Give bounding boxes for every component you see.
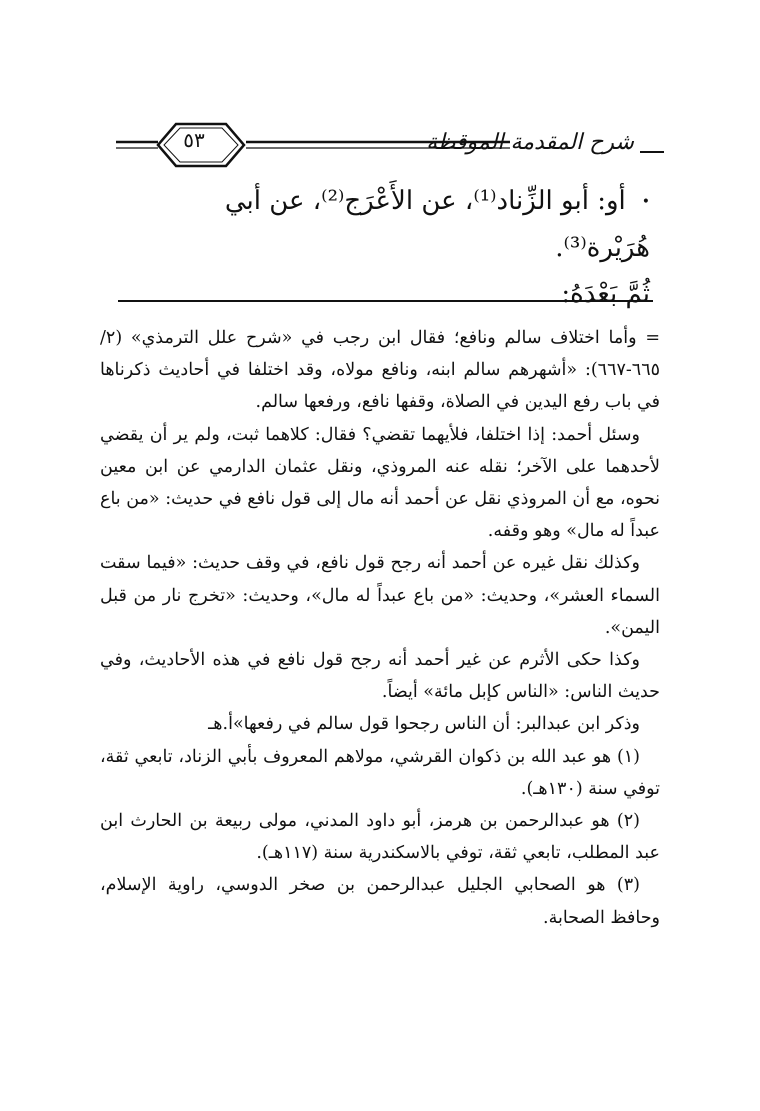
main-line-1-text: أو: أبو الزِّناد⁽¹⁾، عن الأَعْرَج⁽²⁾، عن أبي هُرَيْرة⁽³⁾.: [224, 186, 650, 263]
main-line-1: [130, 178, 650, 271]
footnote-paragraph: وكذلك نقل غيره عن أحمد أنه رجح قول نافع، في وقف حديث: «فيما سقت السماء العشر»، وحديث: «من باع عبداً له مال»، وحديث: «تخرج نار من قبل اليمن».: [100, 553, 660, 638]
page-header: [108, 112, 668, 176]
footnote-paragraph: = وأما اختلاف سالم ونافع؛ فقال ابن رجب في «شرح علل الترمذي» (٢/ ٦٦٥-٦٦٧): «أشهرهم سالم ابنه، ونافع مولاه، وقد اختلفا في أحاديث ذكرناها في باب رفع اليدين في الصلاة، وقفها نافع، ورفعها سالم.: [100, 328, 660, 413]
main-text: [130, 178, 650, 317]
running-title: شرح المقدمة الموقظة: [426, 130, 634, 155]
footnote-divider: [118, 300, 653, 302]
footnote-3: (٣) هو الصحابي الجليل عبدالرحمن بن صخر الدوسي، راوية الإسلام، وحافظ الصحابة.: [100, 875, 660, 928]
footnote-paragraph: وكذا حكى الأثرم عن غير أحمد أنه رجح قول نافع في هذه الأحاديث، وفي حديث الناس: «الناس كإبل مائة» أيضاً.: [100, 650, 660, 703]
footnote-paragraph: وذكر ابن عبدالبر: أن الناس رجحوا قول سالم في رفعها»أ.هـ: [208, 714, 640, 735]
bullet-icon: •: [641, 194, 650, 210]
footnote-paragraph: وسئل أحمد: إذا اختلفا، فلأيهما تقضي؟ فقال: كلاهما ثبت، ولم ير أن يقضي لأحدهما على الآخر؛ نقله عنه المروذي، ونقل عثمان الدارمي عن ابن معين نحوه، مع أن المروذي نقل عن أحمد أنه مال إلى قول نافع في حديث: «من باع عبداً له مال» وهو وقفه.: [100, 424, 660, 542]
page-number: ٥٣: [183, 128, 205, 152]
footnote-2: (٢) هو عبدالرحمن بن هرمز، أبو داود المدني، مولى ربيعة بن الحارث ابن عبد المطلب، تابعي ثقة، توفي بالاسكندرية سنة (١١٧هـ).: [100, 811, 660, 864]
footnote-1: (١) هو عبد الله بن ذكوان القرشي، مولاهم المعروف بأبي الزناد، تابعي ثقة، توفي سنة (١٣٠هـ).: [100, 746, 660, 799]
footnotes: [100, 322, 660, 934]
main-line-2: ثُمَّ بَعْدَهُ:: [561, 279, 650, 309]
